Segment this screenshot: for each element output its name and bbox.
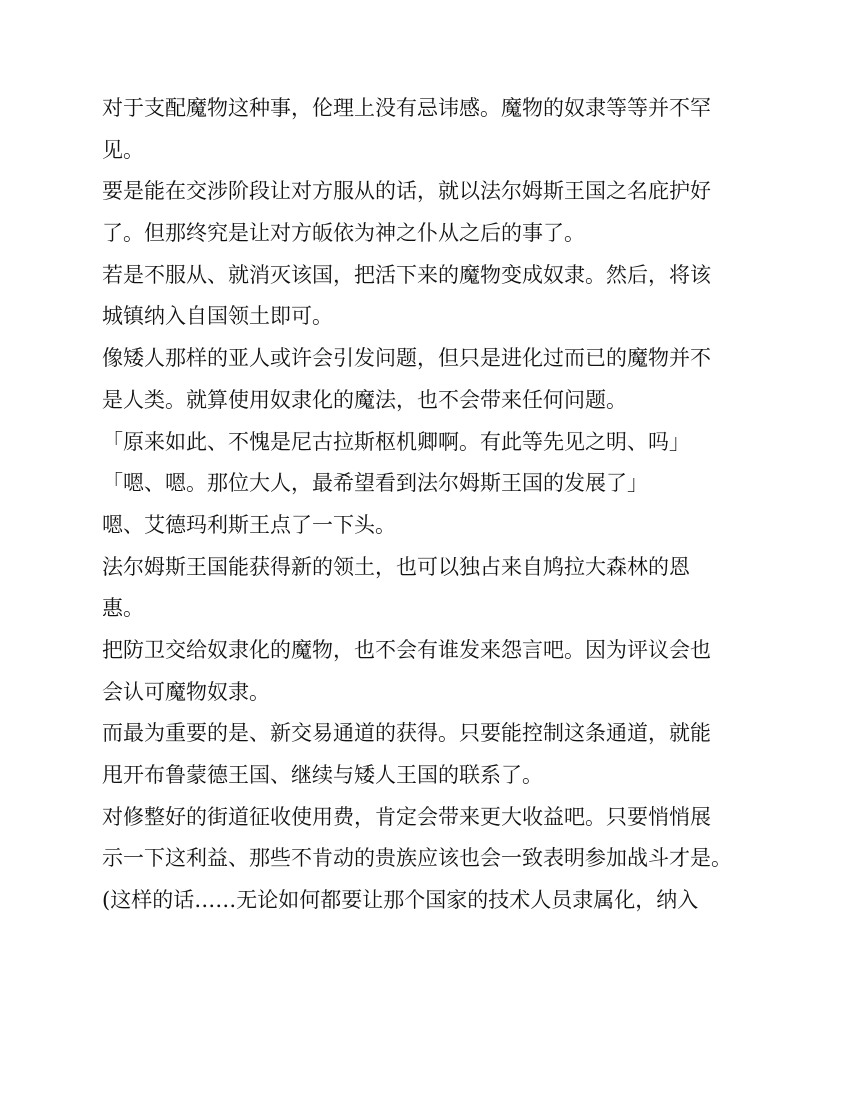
text-line: 示一下这利益、那些不肯动的贵族应该也会一致表明参加战斗才是。	[102, 846, 732, 871]
dialogue-line: 「嗯、嗯。那位大人，最希望看到法尔姆斯王国的发展了」	[102, 471, 648, 496]
text-line: 对于支配魔物这种事，伦理上没有忌讳感。魔物的奴隶等等并不罕	[102, 96, 711, 120]
text-line: 了。但那终究是让对方皈依为神之仆从之后的事了。	[102, 221, 585, 246]
text-line: 把防卫交给奴隶化的魔物，也不会有谁发来怨言吧。因为评议会也	[102, 637, 711, 662]
body-text	[102, 88, 742, 922]
text-line: 若是不服从、就消灭该国，把活下来的魔物变成奴隶。然后，将该	[102, 262, 711, 287]
text-line: 对修整好的街道征收使用费，肯定会带来更大收益吧。只要悄悄展	[102, 804, 711, 829]
text-line: 要是能在交涉阶段让对方服从的话，就以法尔姆斯王国之名庇护好	[102, 179, 711, 204]
text-line: 嗯、艾德玛利斯王点了一下头。	[102, 512, 396, 537]
text-line: 法尔姆斯王国能获得新的领土，也可以独占来自鸠拉大森林的恩	[102, 554, 690, 579]
text-line: 会认可魔物奴隶。	[102, 679, 270, 704]
text-line: 城镇纳入自国领土即可。	[102, 304, 333, 329]
text-line: 像矮人那样的亚人或许会引发问题，但只是进化过而已的魔物并不	[102, 346, 711, 371]
text-line: 是人类。就算使用奴隶化的魔法，也不会带来任何问题。	[102, 387, 627, 412]
text-line: 甩开布鲁蒙德王国、继续与矮人王国的联系了。	[102, 763, 543, 787]
text-line: (这样的话……无论如何都要让那个国家的技术人员隶属化，纳入	[102, 888, 699, 913]
dialogue-line: 「原来如此、不愧是尼古拉斯枢机卿啊。有此等先见之明、吗」	[102, 429, 690, 454]
text-line: 见。	[102, 137, 144, 162]
text-line: 而最为重要的是、新交易通道的获得。只要能控制这条通道，就能	[102, 721, 711, 746]
text-line: 惠。	[102, 596, 144, 621]
